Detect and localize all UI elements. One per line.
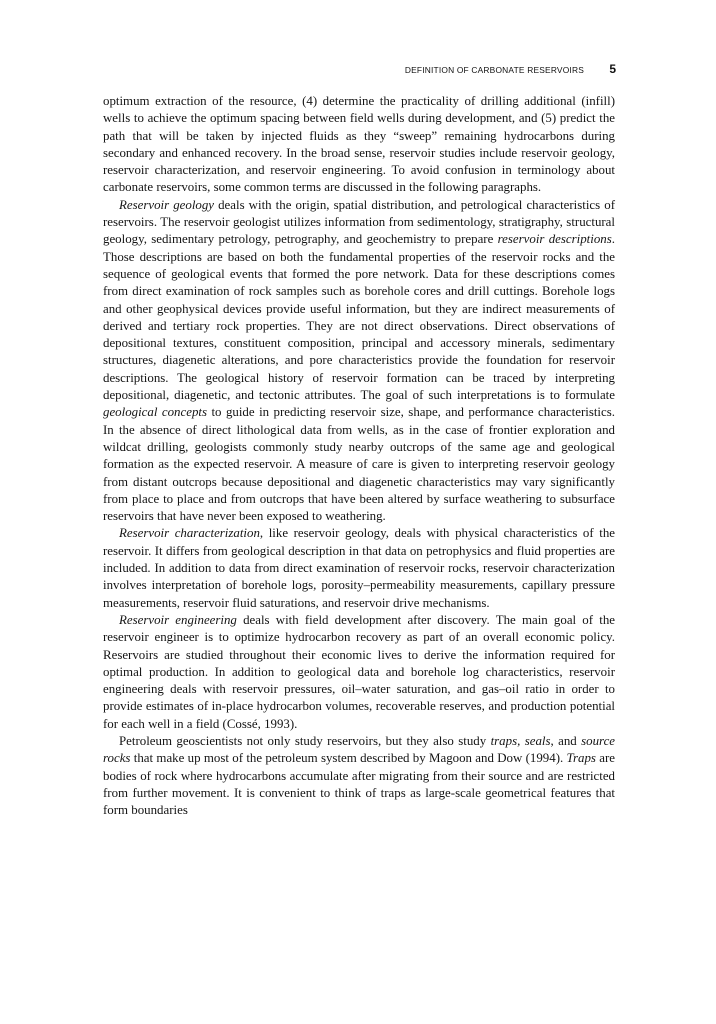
- italic-term: geological concepts: [103, 405, 207, 420]
- paragraph: [103, 612, 615, 733]
- paragraph: [103, 93, 615, 197]
- text-run: are bodies of rock where hydrocarbons accumulate after migrating from their source and are restricted from further movement. It is convenient to think of traps as large-scale geometrical features that form boundaries: [103, 751, 615, 818]
- paragraph: [103, 197, 615, 526]
- text-run: , and: [550, 733, 582, 748]
- italic-term: reservoir descriptions: [497, 232, 612, 247]
- paragraph: [103, 733, 615, 819]
- text-run: to guide in predicting reservoir size, shape, and performance characteristics. In the absence of direct lithological data from wells, as in the case of frontier exploration and wildcat drilling, geologists commonly study nearby outcrops of the same age and geological formation as the expected reservoir. A measure of care is given to interpreting reservoir geology from distant outcrops because depositional and diagenetic characteristics may vary significantly from place to place and from outcrops that have been altered by surface weathering to subsurface reservoirs that have never been exposed to weathering.: [103, 405, 615, 524]
- italic-term: Reservoir engineering: [119, 612, 237, 627]
- italic-term: Reservoir geology: [119, 197, 215, 212]
- text-run: that make up most of the petroleum system described by Magoon and Dow (1994).: [130, 751, 567, 766]
- text-run: optimum extraction of the resource, (4) determine the practicality of drilling additional (infill) wells to achieve the optimum spacing between field wells during development, and (5) predict the path that will be taken by injected fluids as they “sweep” remaining hydrocarbons during secondary and enhanced recovery. In the broad sense, reservoir studies include reservoir geology, reservoir characterization, and reservoir engineering. To avoid confusion in terminology about carbonate reservoirs, some common terms are discussed in the following paragraphs.: [103, 94, 615, 195]
- paragraph: [103, 525, 615, 611]
- text-run: , like reservoir geology, deals with physical characteristics of the reservoir. It differs from geological description in that data on petrophysics and fluid properties are included. In addition to data from direct examination of reservoir rocks, reservoir characterization involves interpretation of borehole logs, porosity–permeability measurements, capillary pressure measurements, reservoir fluid saturations, and reservoir drive mechanisms.: [103, 526, 615, 610]
- text-run: Petroleum geoscientists not only study reservoirs, but they also study: [119, 733, 491, 748]
- italic-term: traps, seals: [490, 733, 551, 748]
- text-run: deals with field development after discovery. The main goal of the reservoir engineer is to optimize hydrocarbon recovery as part of an overall economic policy. Reservoirs are studied throughout their economic lives to derive the information required for optimal production. In addition to geological data and borehole log characteristics, reservoir engineering deals with reservoir pressures, oil–water saturation, and gas–oil ratio in order to provide estimates of in-place hydrocarbon volumes, recoverable reserves, and production potential for each well in a field (Cossé, 1993).: [103, 612, 615, 731]
- text-run: . Those descriptions are based on both the fundamental properties of the reservoir rocks and the sequence of geological events that formed the pore network. Data for these descriptions comes from direct examination of rock samples such as borehole cores and drill cuttings. Borehole logs and other geophysical devices provide useful information, but they are indirect measurements of derived and tertiary rock properties. They are not direct observations. Direct observations of depositional textures, constituent composition, principal and accessory minerals, sedimentary structures, diagenetic alterations, and pore characteristics provide the foundation for reservoir descriptions. The geological history of reservoir formation can be traced by interpreting depositional, diagenetic, and tectonic attributes. The goal of such interpretations is to formulate: [103, 232, 615, 403]
- running-title: DEFINITION OF CARBONATE RESERVOIRS: [404, 65, 584, 75]
- italic-term: Reservoir characterization: [119, 526, 260, 541]
- body-text: [103, 93, 615, 819]
- italic-term: Traps: [566, 751, 596, 766]
- page-number: 5: [609, 62, 616, 76]
- text-run: deals with the origin, spatial distribution, and petrological characteristics of reservoirs. The reservoir geologist utilizes information from sedimentology, stratigraphy, structural geology, sedimentary petrology, petrography, and geochemistry to prepare: [103, 197, 615, 247]
- running-header: [104, 62, 616, 80]
- italic-term: source rocks: [103, 733, 616, 766]
